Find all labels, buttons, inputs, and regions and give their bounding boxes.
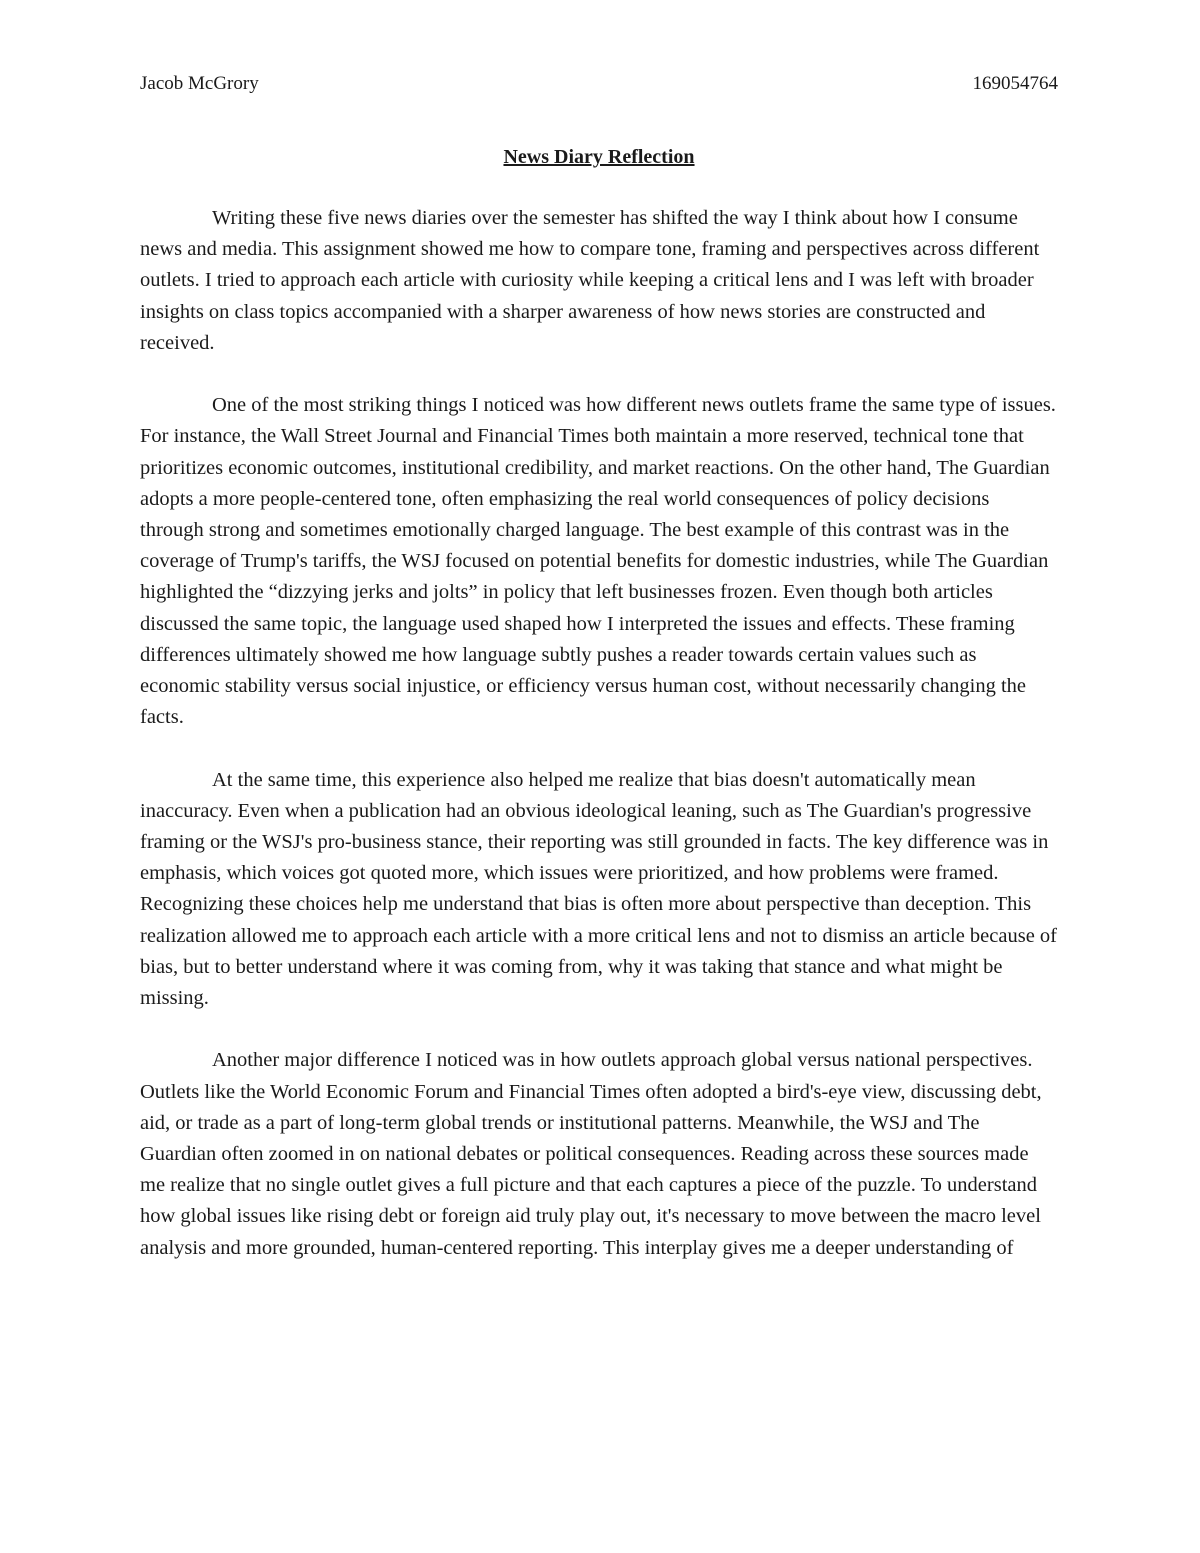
author-name: Jacob McGrory: [140, 73, 259, 94]
page-header: [140, 72, 1058, 96]
document-title: News Diary Reflection: [503, 146, 695, 168]
paragraph: Another major difference I noticed was in how outlets approach global versus national perspectives. Outlets like the World Economic Forum and Financial Times often adopted a bird's-eye view, discussing debt, aid, or trade as a part of long-term global trends or institutional patterns. Meanwhile, the WSJ and The Guardian often zoomed in on national debates or political consequences. Reading across these sources made me realize that no single outlet gives a full picture and that each captures a piece of the puzzle. To understand how global issues like rising debt or foreign aid truly play out, it's necessary to move between the macro level analysis and more grounded, human-centered reporting. This interplay gives me a deeper understanding of: [140, 1049, 1042, 1259]
paragraph: At the same time, this experience also helped me realize that bias doesn't automatically mean inaccuracy. Even when a publication had an obvious ideological leaning, such as The Guardian's progressive framing or the WSJ's pro-business stance, their reporting was still grounded in facts. The key difference was in emphasis, which voices got quoted more, which issues were prioritized, and how problems were framed. Recognizing these choices help me understand that bias is often more about perspective than deception. This realization allowed me to approach each article with a more critical lens and not to dismiss an article because of bias, but to better understand where it was coming from, why it was taking that stance and what might be missing.: [140, 768, 1058, 1010]
student-id: 169054764: [972, 73, 1058, 94]
paragraph: One of the most striking things I noticed was how different news outlets frame the same type of issues. For instance, the Wall Street Journal and Financial Times both maintain a more reserved, technical tone that prioritizes economic outcomes, institutional credibility, and market reactions. On the other hand, The Guardian adopts a more people-centered tone, often emphasizing the real world consequences of policy decisions through strong and sometimes emotionally charged language. The best example of this contrast was in the coverage of Trump's tariffs, the WSJ focused on potential benefits for domestic industries, while The Guardian highlighted the “dizzying jerks and jolts” in policy that left businesses frozen. Even though both articles discussed the same topic, the language used shaped how I interpreted the issues and effects. These framing differences ultimately showed me how language subtly pushes a reader towards certain values such as economic stability versus social injustice, or efficiency versus human cost, without necessarily changing the facts.: [140, 394, 1056, 729]
paragraph: Writing these five news diaries over the semester has shifted the way I think about how I consume news and media. This assignment showed me how to compare tone, framing and perspectives across different outlets. I tried to approach each article with curiosity while keeping a critical lens and I was left with broader insights on class topics accompanied with a sharper awareness of how news stories are constructed and received.: [140, 207, 1040, 354]
document-body: [140, 203, 1058, 1295]
